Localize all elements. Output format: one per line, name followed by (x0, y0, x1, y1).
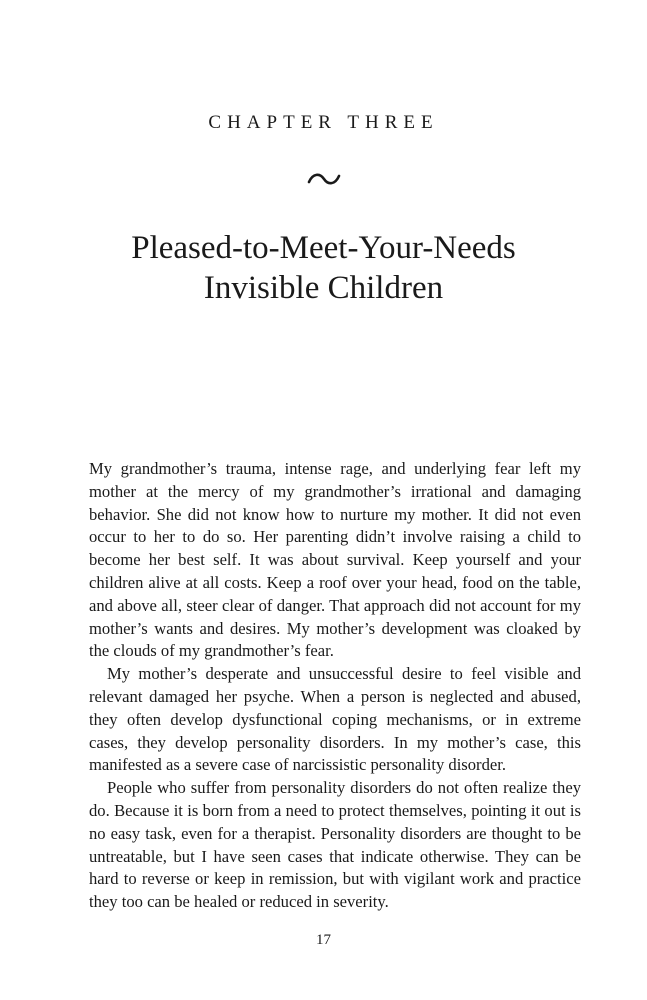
page-number: 17 (316, 932, 331, 948)
chapter-title-line-1: Pleased-to-Meet-Your-Needs (131, 230, 516, 266)
body-text (89, 458, 581, 914)
paragraph: People who suffer from personality disorders do not often realize they do. Because it is born from a need to protect themselves, pointing it out is no easy task, even for a therapist. Personality disorders are thought to be untreatable, but I have seen cases that indicate otherwise. They can be hard to reverse or keep in remission, but with vigilant work and practice they too can be healed or reduced in severity. (89, 778, 581, 912)
paragraph: My mother’s desperate and unsuccessful desire to feel visible and relevant damaged her psyche. When a person is neglected and abused, they often develop dysfunctional coping mechanisms, or in extreme cases, they develop personality disorders. In my mother’s case, this manifested as a severe case of narcissistic personality disorder. (89, 664, 581, 775)
swash-tilde-ornament-icon (306, 170, 342, 188)
chapter-title-line-2: Invisible Children (203, 270, 444, 306)
paragraph: My grandmother’s trauma, intense rage, and underlying fear left my mother at the mercy of my grandmother’s irrational and damaging behavior. She did not know how to nurture my mother. It did not even occur to her to do so. Her parenting didn’t involve raising a child to become her best self. It was about survival. Keep yourself and your children alive at all costs. Keep a roof over your head, food on the table, and above all, steer clear of danger. That approach did not account for my mother’s wants and desires. My mother’s development was cloaked by the clouds of my grandmother’s fear. (89, 459, 581, 661)
chapter-title (0, 228, 647, 308)
chapter-label: CHAPTER THREE (208, 112, 439, 133)
